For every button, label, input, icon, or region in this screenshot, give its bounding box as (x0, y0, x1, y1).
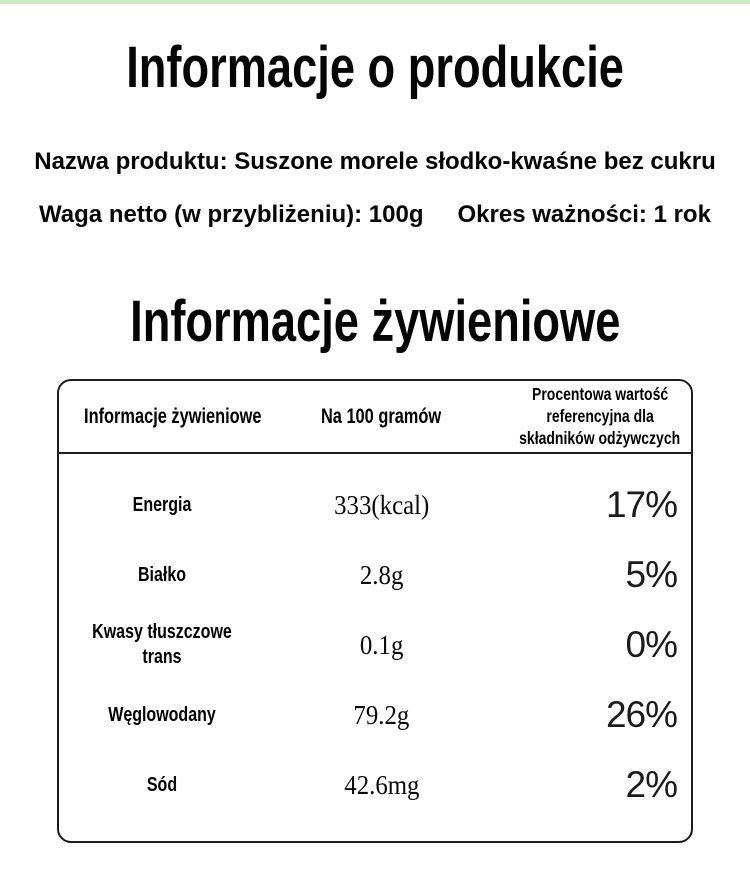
table-row-sodium (59, 750, 691, 820)
product-name-text: Nazwa produktu: Suszone morele słodko-kwaśne bez cukru (34, 148, 716, 175)
row-percent: 26% (605, 694, 677, 735)
row-value: 2.8g (359, 559, 404, 590)
row-percent: 17% (605, 484, 677, 525)
header-col1-text: Informacje żywieniowe (84, 404, 262, 428)
top-green-strip (0, 0, 750, 4)
row-label: Energia (132, 493, 191, 516)
nutrition-table-header (59, 381, 691, 454)
net-weight-text: Waga netto (w przybliżeniu): 100g (39, 201, 424, 228)
nutrition-table (57, 379, 693, 843)
header-col2-text: Na 100 gramów (321, 404, 442, 428)
table-row-carbohydrates (59, 680, 691, 750)
nutrition-section-title-text: Informacje żywieniowe (129, 289, 621, 354)
header-col3-line1: Procentowa wartość (531, 383, 668, 404)
header-col3-line2: referencyjna dla (545, 405, 654, 426)
header-col-per-100g (264, 405, 499, 429)
header-col-reference-percent (499, 384, 700, 450)
row-label: Węglowodany (107, 703, 216, 726)
header-col-nutrition-info (59, 405, 264, 429)
shelf-life-text: Okres ważności: 1 rok (457, 201, 711, 228)
row-value: 79.2g (353, 699, 410, 730)
nutrition-table-body (59, 454, 691, 820)
row-percent: 2% (625, 764, 677, 805)
row-label: Kwasy tłuszczowe trans (91, 621, 232, 668)
row-label: Sód (146, 773, 177, 796)
page-title (0, 35, 750, 100)
row-value: 333(kcal) (333, 489, 430, 520)
row-percent: 5% (625, 554, 677, 595)
row-value: 0.1g (359, 629, 404, 660)
weight-shelf-line (0, 201, 750, 229)
table-row-trans-fat (59, 610, 691, 680)
header-col3-line3: składników odżywczych (519, 427, 681, 448)
row-value: 42.6mg (343, 769, 420, 800)
nutrition-section-title (0, 289, 750, 354)
table-row-protein (59, 540, 691, 610)
row-label: Białko (137, 563, 186, 586)
row-percent: 0% (625, 624, 677, 665)
table-row-energy (59, 470, 691, 540)
page-title-text: Informacje o produkcie (126, 35, 624, 100)
product-name-line (0, 148, 750, 176)
